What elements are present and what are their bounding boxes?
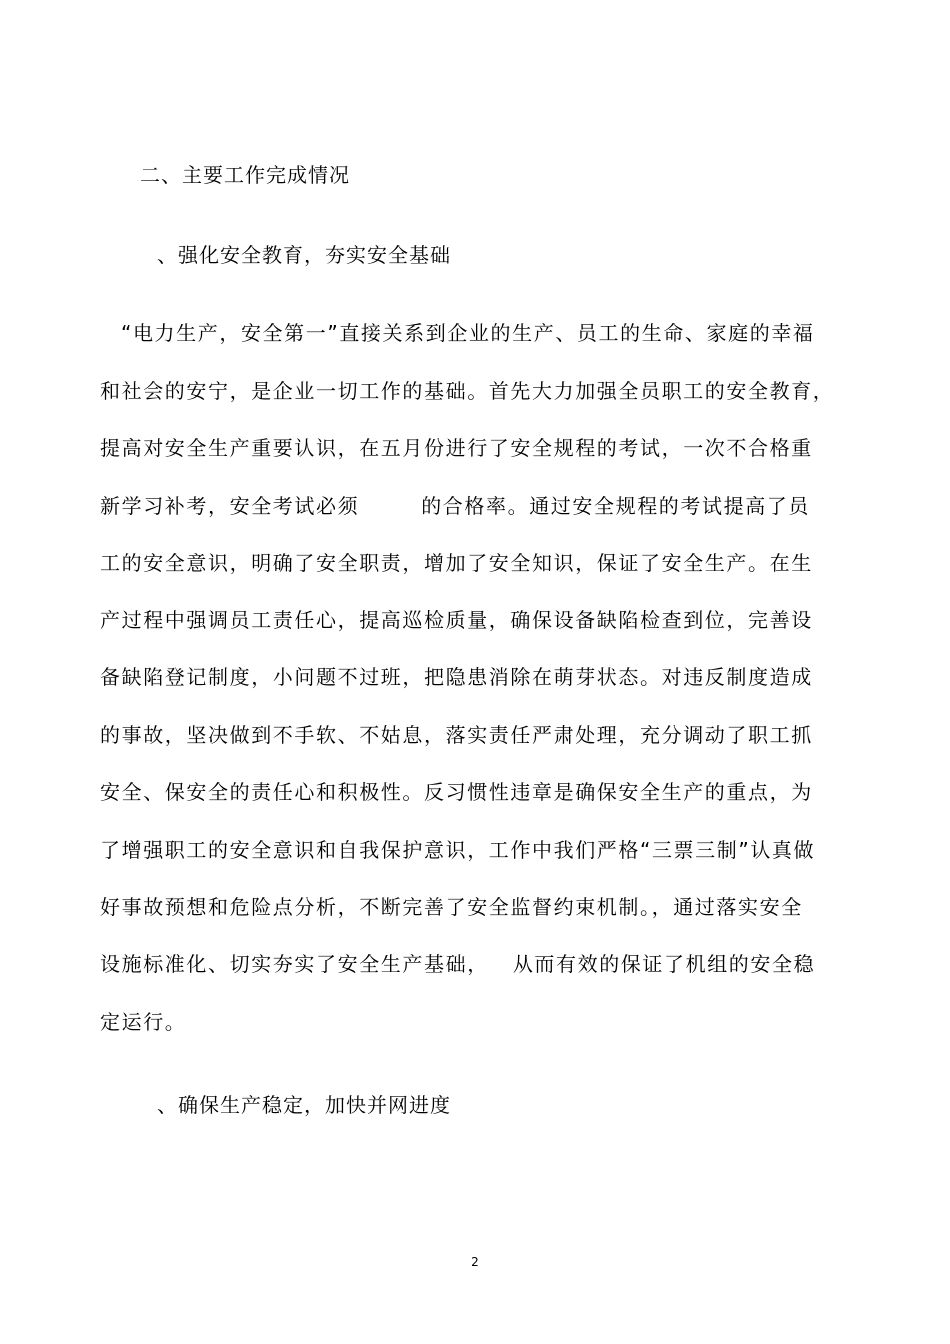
paragraph-line-split <box>100 949 815 979</box>
paragraph-line: “电力生产，安全第一”直接关系到企业的生产、员工的生命、家庭的幸福 <box>121 321 815 345</box>
section-title: 二、主要工作完成情况 <box>140 163 350 187</box>
subsection-title-safety: 、强化安全教育，夯实安全基础 <box>157 243 451 267</box>
page-number: 2 <box>471 1255 479 1269</box>
paragraph-line: 好事故预想和危险点分析，不断完善了安全监督约束机制。，通过落实安全 <box>100 895 803 919</box>
paragraph-line: 定运行。 <box>100 1010 187 1034</box>
paragraph-line: 提高对安全生产重要认识，在五月份进行了安全规程的考试，一次不合格重 <box>100 436 813 460</box>
paragraph-line-part: 从而有效的保证了机组的安全稳 <box>512 952 816 976</box>
paragraph-line: 工的安全意识，明确了安全职责，增加了安全知识，保证了安全生产。在生 <box>100 551 813 575</box>
paragraph-line: 的事故，坚决做到不手软、不姑息，落实责任严肃处理，充分调动了职工抓 <box>100 723 813 747</box>
paragraph-line: 了增强职工的安全意识和自我保护意识，工作中我们严格“三票三制”认真做 <box>100 838 816 862</box>
paragraph-line: 产过程中强调员工责任心，提高巡检质量，确保设备缺陷检查到位，完善设 <box>100 608 813 632</box>
paragraph-line-part: 设施标准化、切实夯实了安全生产基础， <box>100 952 489 976</box>
paragraph-line-part: 的合格率。通过安全规程的考试提高了员 <box>421 494 811 518</box>
subsection-title-production: 、确保生产稳定，加快并网进度 <box>157 1093 451 1117</box>
paragraph-line: 安全、保安全的责任心和积极性。反习惯性违章是确保安全生产的重点，为 <box>100 780 813 804</box>
paragraph-line: 和社会的安宁，是企业一切工作的基础。首先大力加强全员职工的安全教育， <box>100 379 835 403</box>
paragraph-line: 备缺陷登记制度，小问题不过班，把隐患消除在萌芽状态。对违反制度造成 <box>100 665 813 689</box>
paragraph-line-split <box>100 491 810 521</box>
paragraph-line-part: 新学习补考，安全考试必须 <box>100 494 360 518</box>
